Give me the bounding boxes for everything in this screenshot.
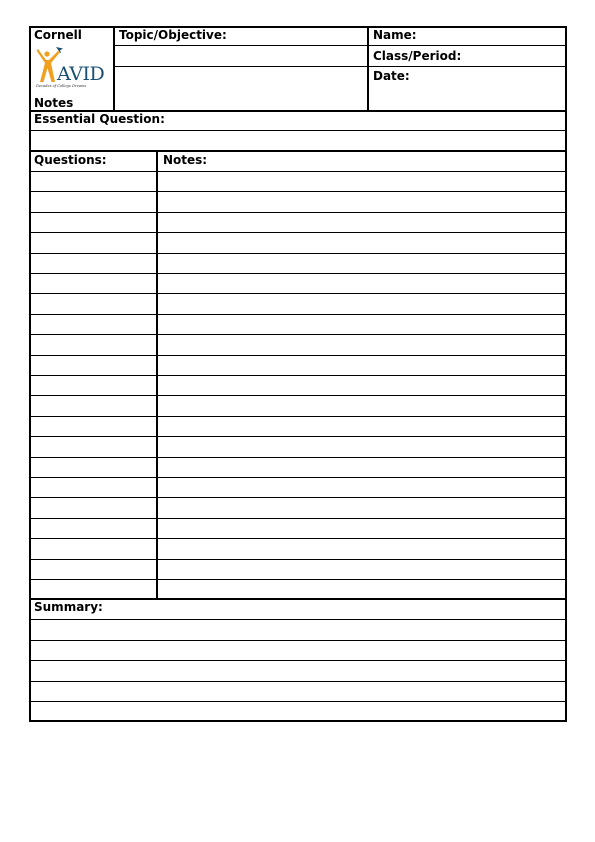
questions-column-label: Questions: — [34, 153, 107, 167]
summary-rule-line — [30, 640, 566, 641]
note-rule-line — [30, 293, 566, 294]
name-label: Name: — [373, 28, 417, 42]
essential-question-line — [30, 130, 566, 131]
note-rule-line — [30, 314, 566, 315]
name-line — [368, 45, 566, 46]
note-rule-line — [30, 191, 566, 192]
topic-line-1 — [114, 45, 368, 46]
note-rule-line — [30, 375, 566, 376]
topic-objective-label: Topic/Objective: — [119, 28, 227, 42]
note-rule-line — [30, 457, 566, 458]
note-rule-line — [30, 212, 566, 213]
note-rule-line — [30, 273, 566, 274]
header-divider-left — [113, 26, 115, 112]
note-rule-line — [30, 232, 566, 233]
note-rule-line — [30, 559, 566, 560]
summary-rule-line — [30, 701, 566, 702]
note-rule-line — [30, 497, 566, 498]
date-label: Date: — [373, 69, 410, 83]
note-rule-line — [30, 477, 566, 478]
note-rule-line — [30, 579, 566, 580]
note-rule-line — [30, 334, 566, 335]
topic-line-2 — [114, 66, 368, 67]
avid-logo-text: AVID — [57, 63, 105, 85]
note-rule-line — [30, 395, 566, 396]
header-divider-right — [367, 26, 369, 112]
class-period-label: Class/Period: — [373, 49, 462, 63]
avid-logo — [35, 46, 111, 90]
note-rule-line — [30, 416, 566, 417]
note-rule-line — [30, 436, 566, 437]
note-rule-line — [30, 171, 566, 172]
note-rule-line — [30, 518, 566, 519]
note-rule-line — [30, 253, 566, 254]
cornell-label: Cornell — [34, 28, 82, 42]
summary-label: Summary: — [34, 600, 103, 614]
summary-rule-line — [30, 681, 566, 682]
class-line — [368, 66, 566, 67]
essential-question-label: Essential Question: — [34, 112, 165, 126]
note-rule-line — [30, 355, 566, 356]
avid-logo-tagline: Decades of College Dreams — [36, 84, 87, 88]
note-rule-line — [30, 538, 566, 539]
summary-rule-line — [30, 619, 566, 620]
notes-title-label: Notes — [34, 96, 74, 110]
summary-rule-line — [30, 660, 566, 661]
notes-column-label: Notes: — [163, 153, 208, 167]
